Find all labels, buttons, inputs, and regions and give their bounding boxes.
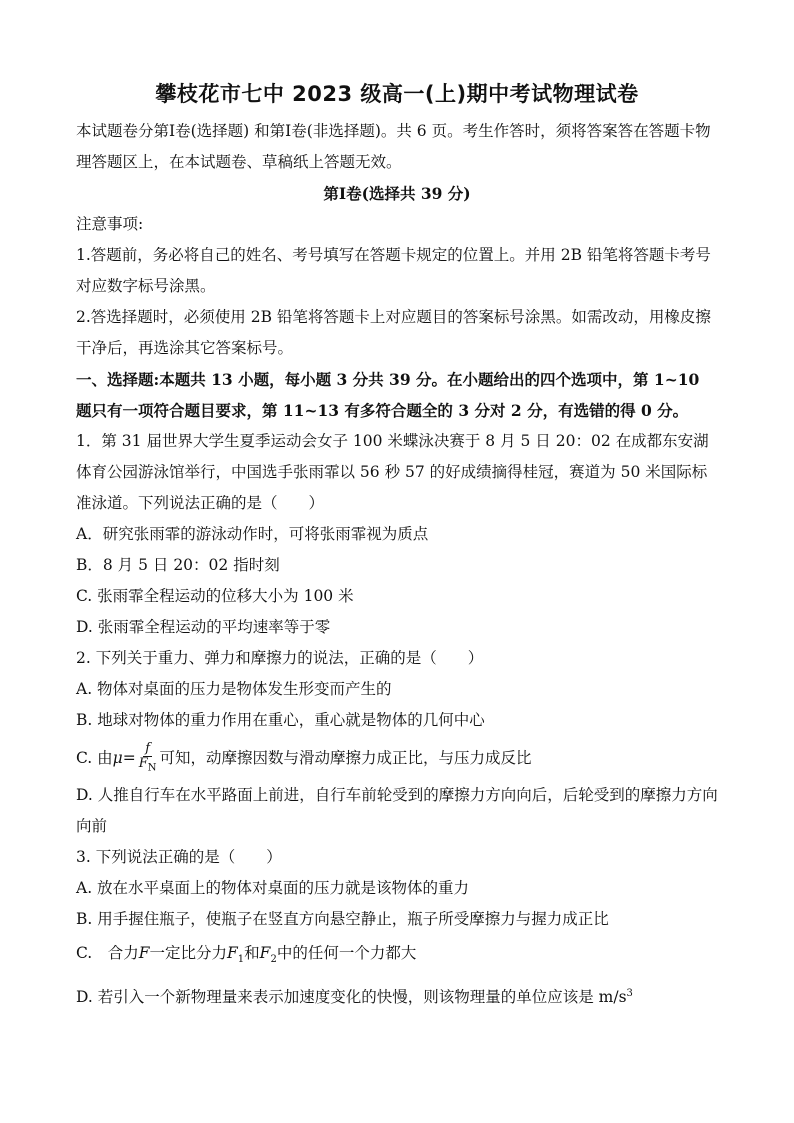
option-d: D. 人推自行车在水平路面上前进，自行车前轮受到的摩擦力方向向后，后轮受到的摩擦力方向向前 [76, 786, 718, 835]
friction-fraction [138, 742, 158, 776]
option-c: C. 合力F一定比分力$F_1$和$F_2$中的任何一个力都大 [76, 944, 417, 966]
fraction-numerator: f [145, 741, 151, 757]
section-heading: 第Ⅰ卷(选择共 39 分) [323, 184, 471, 203]
question-stem: 3. 下列说法正确的是（ ） [76, 848, 282, 866]
mu-symbol: μ [112, 749, 123, 767]
page-title: 攀枝花市七中 2023 级高一(上)期中考试物理试卷 [155, 82, 639, 106]
option-c-suffix: 可知，动摩擦因数与滑动摩擦力成正比，与压力成反比 [159, 749, 532, 767]
option-c: C. 张雨霏全程运动的位移大小为 100 米 [76, 587, 354, 605]
force-f: F [138, 944, 150, 962]
notice-item: 1.答题前，务必将自己的姓名、考号填写在答题卡规定的位置上。并用 2B 铅笔将答题卡考号对应数字标号涂黑。 [76, 246, 711, 295]
question-stem: 2. 下列关于重力、弹力和摩擦力的说法，正确的是（ ） [76, 649, 484, 667]
option-a: A．研究张雨霏的游泳动作时，可将张雨霏视为质点 [76, 525, 429, 543]
question-stem: 1．第 31 届世界大学生夏季运动会女子 100 米蝶泳决赛于 8 月 5 日 20：02 在成都东安湖体育公园游泳馆举行，中国选手张雨霏以 56 秒 57 的好成绩摘得桂冠，赛道为 50 米国际标准泳道。下列说法正确的是（ ） [76, 432, 709, 512]
option-b: B．8 月 5 日 20：02 指时刻 [76, 556, 280, 574]
part1-heading: 一、选择题:本题共 13 小题，每小题 3 分共 39 分。在小题给出的四个选项中，第 1~10 题只有一项符合题目要求，第 11~13 有多符合题全的 3 分对 2 分，有选错的得 0 分。 [76, 370, 700, 420]
question-1 [76, 426, 718, 643]
option-a: A. 物体对桌面的压力是物体发生形变而产生的 [76, 680, 392, 698]
notice-label: 注意事项: [76, 215, 144, 233]
option-c [76, 736, 718, 780]
equals-sign: = [122, 749, 136, 767]
option-d: D. 若引入一个新物理量来表示加速度变化的快慢，则该物理量的单位应该是 $m/s^3$ [76, 988, 633, 1007]
fraction-denominator: $F_N$ [138, 756, 157, 774]
intro-paragraph: 本试题卷分第Ⅰ卷(选择题) 和第Ⅰ卷(非选择题)。共 6 页。考生作答时，须将答案答在答题卡物理答题区上，在本试题卷、草稿纸上答题无效。 [76, 122, 711, 171]
force-f1: $F_1$ [227, 944, 245, 966]
option-d: D. 张雨霏全程运动的平均速率等于零 [76, 618, 331, 636]
option-b: B. 地球对物体的重力作用在重心，重心就是物体的几何中心 [76, 711, 485, 729]
option-b: B. 用手握住瓶子，使瓶子在竖直方向悬空静止，瓶子所受摩擦力与握力成正比 [76, 910, 609, 928]
question-3 [76, 842, 718, 1013]
notice-item: 2.答选择题时，必须使用 2B 铅笔将答题卡上对应题目的答案标号涂黑。如需改动，用橡皮擦干净后，再选涂其它答案标号。 [76, 308, 711, 357]
option-a: A. 放在水平桌面上的物体对桌面的压力就是该物体的重力 [76, 879, 470, 897]
option-c-prefix: C. 由 [76, 749, 113, 767]
force-f2: $F_2$ [259, 944, 277, 966]
question-2 [76, 643, 718, 842]
